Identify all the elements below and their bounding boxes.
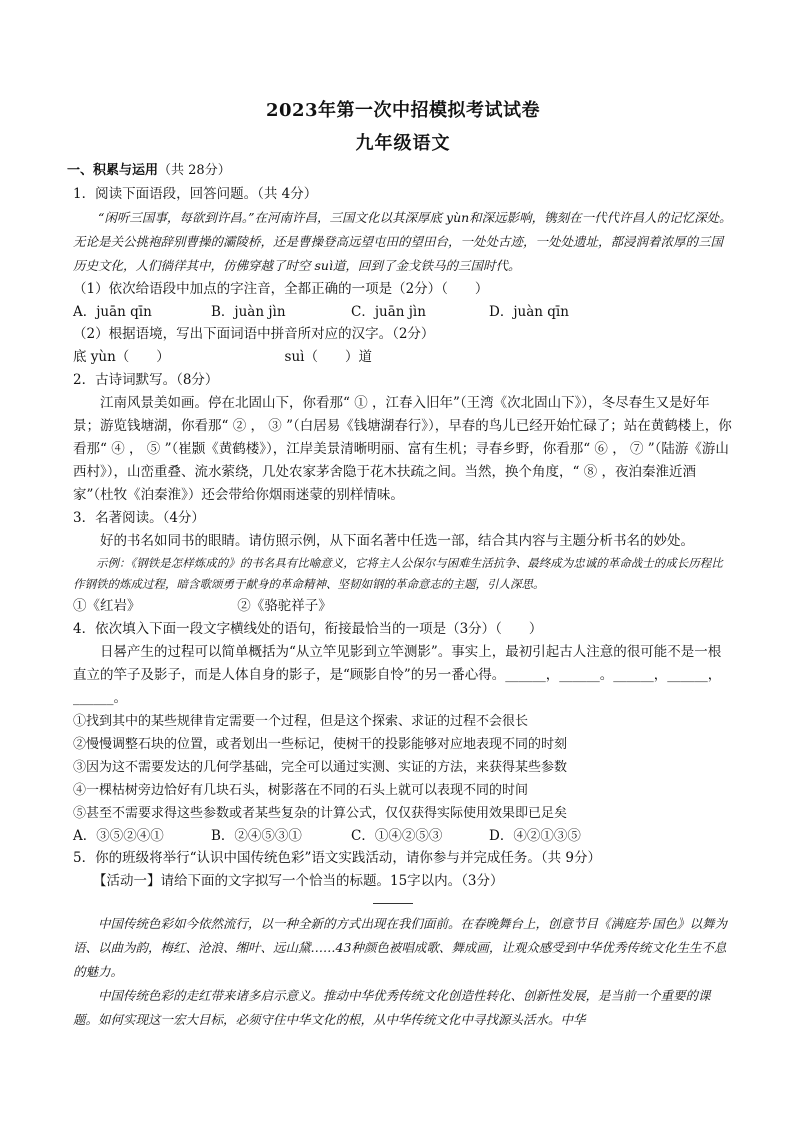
exam-page [67,96,733,1032]
q1-options [73,301,733,323]
q2-stem: 2．古诗词默写。（8分） [73,372,219,388]
q1-stem: 1．阅读下面语段，回答问题。（共 4分） [73,186,318,202]
q4-text: 日晷产生的过程可以简单概括为“从立竿见影到立竿测影”。事实上，最初引起古人注意的很可能不是一根直立的竿子及影子，而是人体自身的影子，是“顾影自怜”的另一番心得。______，______。______，______，______。 [73,644,722,706]
q4-choice-5: ⑤甚至不需要求得这些参数或者某些复杂的计算公式，仅仅获得实际使用效果即已足矣 [73,806,568,821]
q1-option-d[interactable]: D．juàn qīn [489,304,569,320]
q1-passage: “闲听三国事，每欲到许昌。”在河南许昌，三国文化以其深厚底 yùn和深远影响，镌刻在一代代许昌人的记忆深处。无论是关公挑袍辞别曹操的灞陵桥，还是曹操登高远望屯田的望田台，一处处古迹，一处处遗址，都浸润着浓厚的三国历史文化，人们徜徉其中，仿佛穿越了时空 suì道，回到了金戈铁马的三国时代。 [73,210,732,273]
title-answer-line[interactable] [373,903,413,904]
q1-fill[interactable]: 底 yùn（ ） suì（ ）道 [73,349,372,365]
q5-activity-1: 【活动一】请给下面的文字拟写一个恰当的标题。15字以内。（3分） [93,873,504,889]
q4-option-c[interactable]: C．①④②⑤③ [351,828,443,844]
q4-choice-1: ①找到其中的某些规律肯定需要一个过程，但是这个探索、求证的过程不会很长 [73,714,529,729]
q4-choice-2: ②慢慢调整石块的位置，或者划出一些标记，使树干的投影能够对应地表现不同的时刻 [73,737,568,752]
q5-reference-paragraph-1: 中国传统色彩如今依然流行，以一种全新的方式出现在我们面前。在春晚舞台上，创意节目《满庭芳·国色》以舞为语、以曲为韵，梅红、沧浪、缃叶、远山黛……43种颜色被唱成歌、舞成画，让观众感受到中华优秀传统文化生生不息的魅力。 [73,916,727,979]
q4-option-d[interactable]: D．④②①③⑤ [489,828,581,844]
q1-option-c[interactable]: C．juān jìn [351,304,426,320]
q3-books [73,595,733,618]
q3-book-1[interactable]: ①《红岩》 [73,598,141,614]
q4-option-b[interactable]: B．②④⑤③① [211,828,302,844]
q2-text: 江南风景美如画。停在北固山下，你看那“ ① ，江春入旧年”（王湾《次北固山下》），冬尽春生又是好年景；游览钱塘湖，你看那“ ② ， ③ ”（白居易《钱塘湖春行》），早春的鸟儿已经开始忙碌了；站在黄鹤楼上，你看那“ ④ ， ⑤ ”（崔颢《黄鹤楼》），江岸美景清晰明丽、富有生机；寻春乡野，你看那“ ⑥ ， ⑦ ”（陆游《游山西村》），山峦重叠、流水萦绕，几处农家茅舍隐于花木扶疏之间。当然，换个角度，“ ⑧ ，夜泊秦淮近酒家”（杜牧《泊秦淮》）还会带给你烟雨迷蒙的别样情味。 [73,395,732,503]
q3-stem: 3．名著阅读。（4分） [73,510,205,526]
q1-sub2: （2）根据语境，写出下面词语中拼音所对应的汉字。（2分） [73,326,435,342]
section-points: （共 28分） [158,163,231,178]
q4-option-a[interactable]: A．③⑤②④① [73,828,164,844]
q4-choice-3: ③因为这不需要发达的几何学基础，完全可以通过实测、实证的方法，来获得某些参数 [73,760,568,775]
exam-subtitle: 九年级语文 [355,133,451,154]
exam-title: 2023年第一次中招模拟考试试卷 [265,100,541,121]
q3-book-2[interactable]: ②《骆驼祥子》 [237,598,332,614]
q1-option-a[interactable]: A．juān qīn [73,304,152,320]
q3-text: 好的书名如同书的眼睛。请仿照示例，从下面名著中任选一部，结合其内容与主题分析书名的妙处。 [100,533,694,549]
q4-options [73,825,733,847]
q1-sub1: （1）依次给语段中加点的字注音，全都正确的一项是（2分）（ ） [73,281,489,297]
q5-reference-paragraph-2: 中国传统色彩的走红带来诸多启示意义。推动中华优秀传统文化创造性转化、创新性发展，是当前一个重要的课题。如何实现这一宏大目标，必须守住中华文化的根，从中华传统文化中寻找源头活水。中华 [73,988,711,1027]
section-label: 一、积累与运用 [67,163,159,178]
q4-stem: 4．依次填入下面一段文字横线处的语句，衔接最恰当的一项是（3分）（ ） [73,621,543,637]
q5-stem: 5．你的班级将举行“认识中国传统色彩”语文实践活动，请你参与并完成任务。（共 9分） [73,850,602,866]
section-heading [67,161,733,181]
q1-option-b[interactable]: B．juàn jìn [211,304,286,320]
q4-choice-4: ④一棵枯树旁边恰好有几块石头，树影落在不同的石头上就可以表现不同的时间 [73,783,529,798]
q3-example: 示例：《钢铁是怎样炼成的》的书名具有比喻意义，它将主人公保尔与困难生活抗争、最终成为忠诚的革命战士的成长历程比作钢铁的炼成过程，暗含歌颂勇于献身的革命精神、坚韧如钢的革命意志的主题，引人深思。 [73,556,723,591]
